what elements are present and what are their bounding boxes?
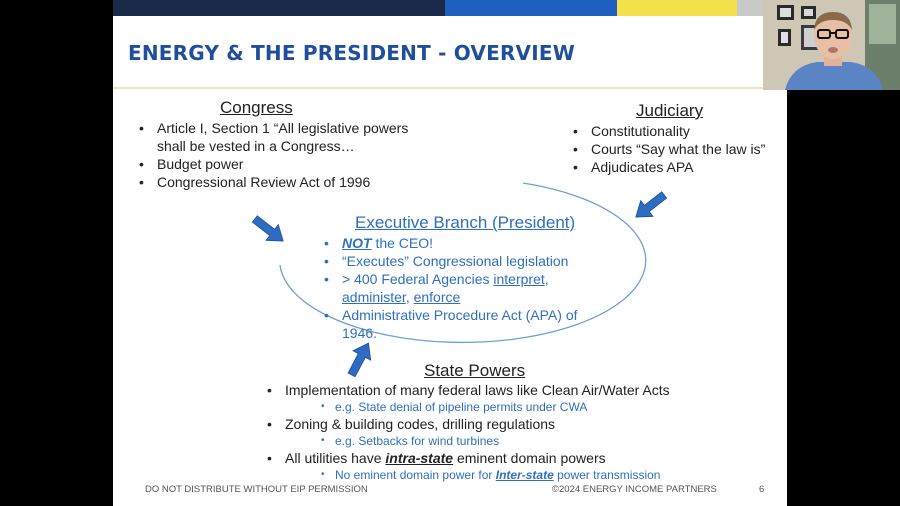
- intra-state-emphasis: intra-state: [385, 450, 454, 466]
- list-item: • All utilities have intra-state eminent domain powers: [267, 449, 777, 467]
- arrow-from-judiciary: [630, 187, 671, 225]
- footer-disclaimer: DO NOT DISTRIBUTE WITHOUT EIP PERMISSION: [145, 484, 368, 495]
- sub-list-item: • e.g. Setbacks for wind turbines: [267, 433, 777, 449]
- footer-copyright: ©2024 ENERGY INCOME PARTNERS: [552, 484, 717, 495]
- page-number: 6: [759, 484, 765, 495]
- list-item: • Implementation of many federal laws like Clean Air/Water Acts: [267, 381, 777, 399]
- presentation-slide: [113, 0, 787, 506]
- executive-heading: Executive Branch (President): [355, 213, 576, 232]
- interpret-term: interpret: [493, 271, 545, 287]
- executive-list: [324, 234, 614, 342]
- state-powers-heading: State Powers: [424, 361, 526, 380]
- list-item: • Congressional Review Act of 1996: [139, 173, 429, 191]
- judiciary-heading: Judiciary: [636, 101, 704, 120]
- judiciary-list: [573, 122, 785, 176]
- presenter-video-image: [763, 0, 900, 90]
- list-item: • Zoning & building codes, drilling regulations: [267, 415, 777, 433]
- sub-list-item: • e.g. State denial of pipeline permits under CWA: [267, 399, 777, 415]
- list-item: • > 400 Federal Agencies interpret, administer, enforce: [324, 270, 614, 306]
- administer-term: administer: [342, 289, 406, 305]
- arrow-from-congress: [249, 211, 290, 249]
- enforce-term: enforce: [413, 289, 461, 305]
- sub-list-item: • No eminent domain power for Inter-state power transmission: [267, 467, 777, 483]
- list-item: • Budget power: [139, 155, 429, 173]
- state-powers-list: [267, 381, 777, 483]
- list-item: • “Executes” Congressional legislation: [324, 252, 614, 270]
- list-item: • Adjudicates APA: [573, 158, 785, 176]
- list-item: • Courts “Say what the law is”: [573, 140, 785, 158]
- list-item: • Administrative Procedure Act (APA) of 1946.: [324, 306, 614, 342]
- list-item: • NOT the CEO!: [324, 234, 614, 252]
- congress-list: [139, 119, 429, 191]
- not-emphasis: NOT: [342, 235, 372, 251]
- congress-heading: Congress: [220, 98, 293, 117]
- list-item: • Constitutionality: [573, 122, 785, 140]
- inter-state-emphasis: Inter-state: [495, 468, 554, 482]
- list-item: • Article I, Section 1 “All legislative powers shall be vested in a Congress…: [139, 119, 429, 155]
- arrow-from-state-powers: [343, 338, 378, 379]
- presenter-video-thumbnail: [763, 0, 900, 90]
- slide-title: ENERGY & THE PRESIDENT - OVERVIEW: [128, 41, 575, 65]
